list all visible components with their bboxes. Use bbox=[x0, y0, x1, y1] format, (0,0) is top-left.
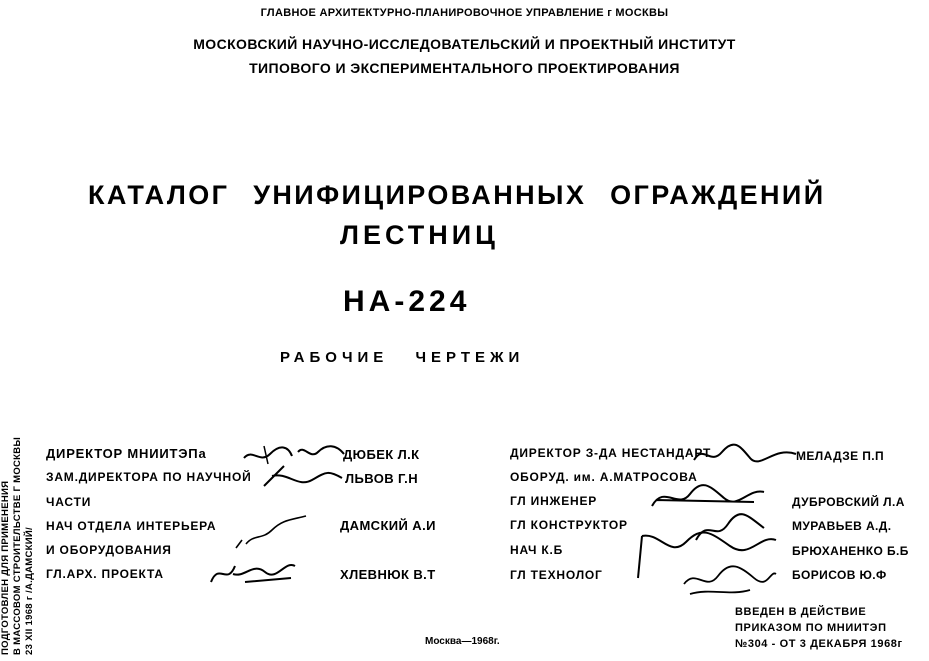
right-engineer-label: ГЛ ИНЖЕНЕР bbox=[510, 494, 598, 508]
header-ministry: ГЛАВНОЕ АРХИТЕКТУРНО-ПЛАНИРОВОЧНОЕ УПРАВЛЕНИЕ г МОСКВЫ bbox=[260, 7, 669, 19]
enactment-stamp-line3: №304 - ОТ 3 ДЕКАБРЯ 1968г bbox=[735, 638, 903, 650]
right-technologist-label: ГЛ ТЕХНОЛОГ bbox=[510, 568, 603, 582]
document-code: НА-224 bbox=[343, 285, 471, 318]
city-year: Москва—1968г. bbox=[425, 636, 500, 647]
left-arch-label: ГЛ.АРХ. ПРОЕКТА bbox=[46, 567, 164, 581]
vertical-note-line3: 23 XII 1968 г /А.ДАМСКИЙ/ bbox=[24, 527, 35, 655]
vertical-note-line2: В МАССОВОМ СТРОИТЕЛЬСТВЕ Г МОСКВЫ bbox=[12, 436, 23, 655]
signature-technologist-right bbox=[680, 558, 780, 598]
document-title: КАТАЛОГ УНИФИЦИРОВАННЫХ ОГРАЖДЕНИЙ bbox=[88, 180, 826, 210]
left-deputy-name: ЛЬВОВ Г.Н bbox=[345, 471, 418, 486]
left-director-label: ДИРЕКТОР МНИИТЭПа bbox=[46, 446, 207, 461]
right-kb-name: БРЮХАНЕНКО Б.Б bbox=[792, 544, 909, 558]
right-plant-label: ОБОРУД. им. А.МАТРОСОВА bbox=[510, 470, 698, 484]
signature-deputy-left bbox=[258, 462, 348, 492]
signature-engineer-right bbox=[644, 480, 769, 516]
left-dept-name: ДАМСКИЙ А.И bbox=[340, 518, 436, 533]
left-deputy-label-2: ЧАСТИ bbox=[46, 495, 92, 509]
signature-director-right bbox=[690, 440, 800, 470]
right-kb-label: НАЧ К.Б bbox=[510, 543, 564, 557]
left-dept-label: НАЧ ОТДЕЛА ИНТЕРЬЕРА bbox=[46, 519, 217, 533]
signature-arch-left bbox=[205, 552, 300, 590]
left-deputy-label: ЗАМ.ДИРЕКТОРА ПО НАУЧНОЙ bbox=[46, 470, 252, 484]
document-subtitle: РАБОЧИЕ ЧЕРТЕЖИ bbox=[280, 349, 525, 366]
document-title-line2: ЛЕСТНИЦ bbox=[340, 220, 499, 250]
vertical-note-line1: ПОДГОТОВЛЕН ДЛЯ ПРИМЕНЕНИЯ bbox=[0, 480, 11, 655]
right-constructor-name: МУРАВЬЕВ А.Д. bbox=[792, 519, 892, 533]
left-director-name: ДЮБЕК Л.К bbox=[343, 447, 420, 462]
right-constructor-label: ГЛ КОНСТРУКТОР bbox=[510, 518, 628, 532]
left-arch-name: ХЛЕВНЮК В.Т bbox=[340, 567, 436, 582]
right-director-name: МЕЛАДЗЕ П.П bbox=[796, 449, 885, 463]
enactment-stamp-line1: ВВЕДЕН В ДЕЙСТВИЕ bbox=[735, 606, 867, 618]
right-director-label: ДИРЕКТОР З-ДА НЕСТАНДАРТ bbox=[510, 446, 712, 460]
right-technologist-name: БОРИСОВ Ю.Ф bbox=[792, 568, 887, 582]
signature-dept-left bbox=[232, 510, 312, 556]
left-dept-label-2: И ОБОРУДОВАНИЯ bbox=[46, 543, 172, 557]
header-institute: МОСКОВСКИЙ НАУЧНО-ИССЛЕДОВАТЕЛЬСКИЙ И ПРОЕКТНЫЙ ИНСТИТУТ bbox=[193, 36, 736, 52]
vertical-approval-note bbox=[0, 437, 36, 655]
header-institute-subtitle: ТИПОВОГО И ЭКСПЕРИМЕНТАЛЬНОГО ПРОЕКТИРОВАНИЯ bbox=[249, 60, 680, 76]
enactment-stamp-line2: ПРИКАЗОМ ПО МНИИТЭП bbox=[735, 622, 887, 634]
right-engineer-name: ДУБРОВСКИЙ Л.А bbox=[792, 495, 905, 509]
